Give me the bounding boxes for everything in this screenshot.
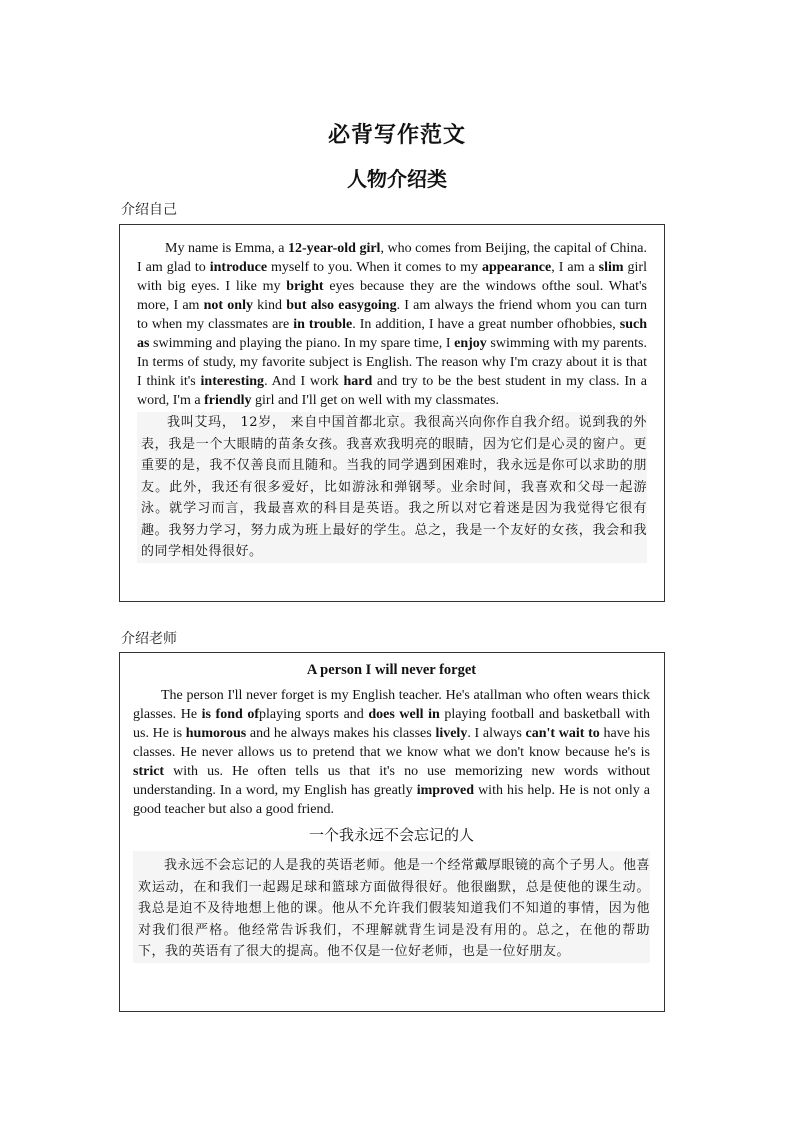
key-phrase: lively	[435, 726, 468, 741]
key-phrase: strict	[133, 764, 165, 779]
teacher-intro-english: The person I'll never forget is my English teacher. He's atallman who often wears thick glasses. He is fond ofplaying sports and does well in playing football and basketball with us. He is humorous and he always makes his classes lively. I always can't wait to have his classes. He never allows us to pretend that we know what we don't know because he's is strict with us. He often tells us that it's no use memorizing new words without understanding. In a word, my English has greatly improved with his help. He is not only a good teacher but also a good friend.	[133, 688, 650, 817]
key-phrase: bright	[286, 279, 324, 294]
key-phrase: is fond of	[201, 707, 259, 722]
section-label-self: 介绍自己	[121, 202, 177, 218]
key-phrase: friendly	[204, 393, 252, 408]
key-phrase: appearance	[481, 260, 552, 275]
key-phrase: slim	[598, 260, 624, 275]
self-intro-chinese: 我叫艾玛， 12岁， 来自中国首都北京。我很高兴向你作自我介绍。说到我的外表，我是一个大眼睛的苗条女孩。我喜欢我明亮的眼睛，因为它们是心灵的窗户。更重要的是，我不仅善良而且随和。当我的同学遇到困难时，我永远是你可以求助的朋友。此外，我还有很多爱好，比如游泳和弹钢琴。业余时间，我喜欢和父母一起游泳。就学习而言，我最喜欢的科目是英语。我之所以对它着迷是因为我觉得它很有趣。我努力学习，努力成为班上最好的学生。总之，我是一个友好的女孩，我会和我的同学相处得很好。	[137, 412, 647, 563]
key-phrase: improved	[416, 783, 474, 798]
page-title: 必背写作范文	[327, 123, 466, 148]
key-phrase: such as	[137, 317, 648, 351]
key-phrase: enjoy	[454, 336, 487, 351]
key-phrase: hard	[343, 374, 373, 389]
teacher-english-title: A person I will never forget	[306, 662, 477, 678]
key-phrase: can't wait to	[525, 726, 600, 741]
key-phrase: interesting	[200, 374, 265, 389]
teacher-intro-box	[119, 652, 665, 1012]
self-intro-box	[119, 224, 665, 602]
teacher-intro-chinese: 我永远不会忘记的人是我的英语老师。他是一个经常戴厚眼镜的高个子男人。他喜欢运动，在和我们一起踢足球和篮球方面做得很好。他很幽默，总是使他的课生动。我总是迫不及待地想上他的课。他从不允许我们假装知道我们不知道的事情，因为他对我们很严格。他经常告诉我们，不理解就背生词是没有用的。总之，在他的帮助下，我的英语有了很大的提高。他不仅是一位好老师，也是一位好朋友。	[133, 851, 650, 963]
section-label-teacher: 介绍老师	[121, 631, 177, 647]
key-phrase: humorous	[185, 726, 247, 741]
key-phrase: but also easygoing	[286, 298, 397, 313]
page-subtitle: 人物介绍类	[347, 167, 447, 191]
self-intro-english: My name is Emma, a 12-year-old girl, who comes from Beijing, the capital of China. I am glad to introduce myself to you. When it comes to my appearance, I am a slim girl with big eyes. I like my bright eyes because they are the windows ofthe soul. What's more, I am not only kind but also easygoing. I am always the friend whom you can turn to when my classmates are in trouble. In addition, I have a great number ofhobbies, such as swimming and playing the piano. In my spare time, I enjoy swimming with my parents. In terms of study, my favorite subject is English. The reason why I'm crazy about it is that I think it's interesting. And I work hard and try to be the best student in my class. In a word, I'm a friendly girl and I'll get on well with my classmates.	[137, 241, 648, 408]
teacher-chinese-title: 一个我永远不会忘记的人	[308, 826, 474, 844]
key-phrase: not only	[203, 298, 253, 313]
key-phrase: 12-year-old girl	[288, 241, 381, 256]
key-phrase: in trouble	[293, 317, 353, 332]
key-phrase: does well in	[368, 707, 440, 722]
key-phrase: introduce	[209, 260, 268, 275]
